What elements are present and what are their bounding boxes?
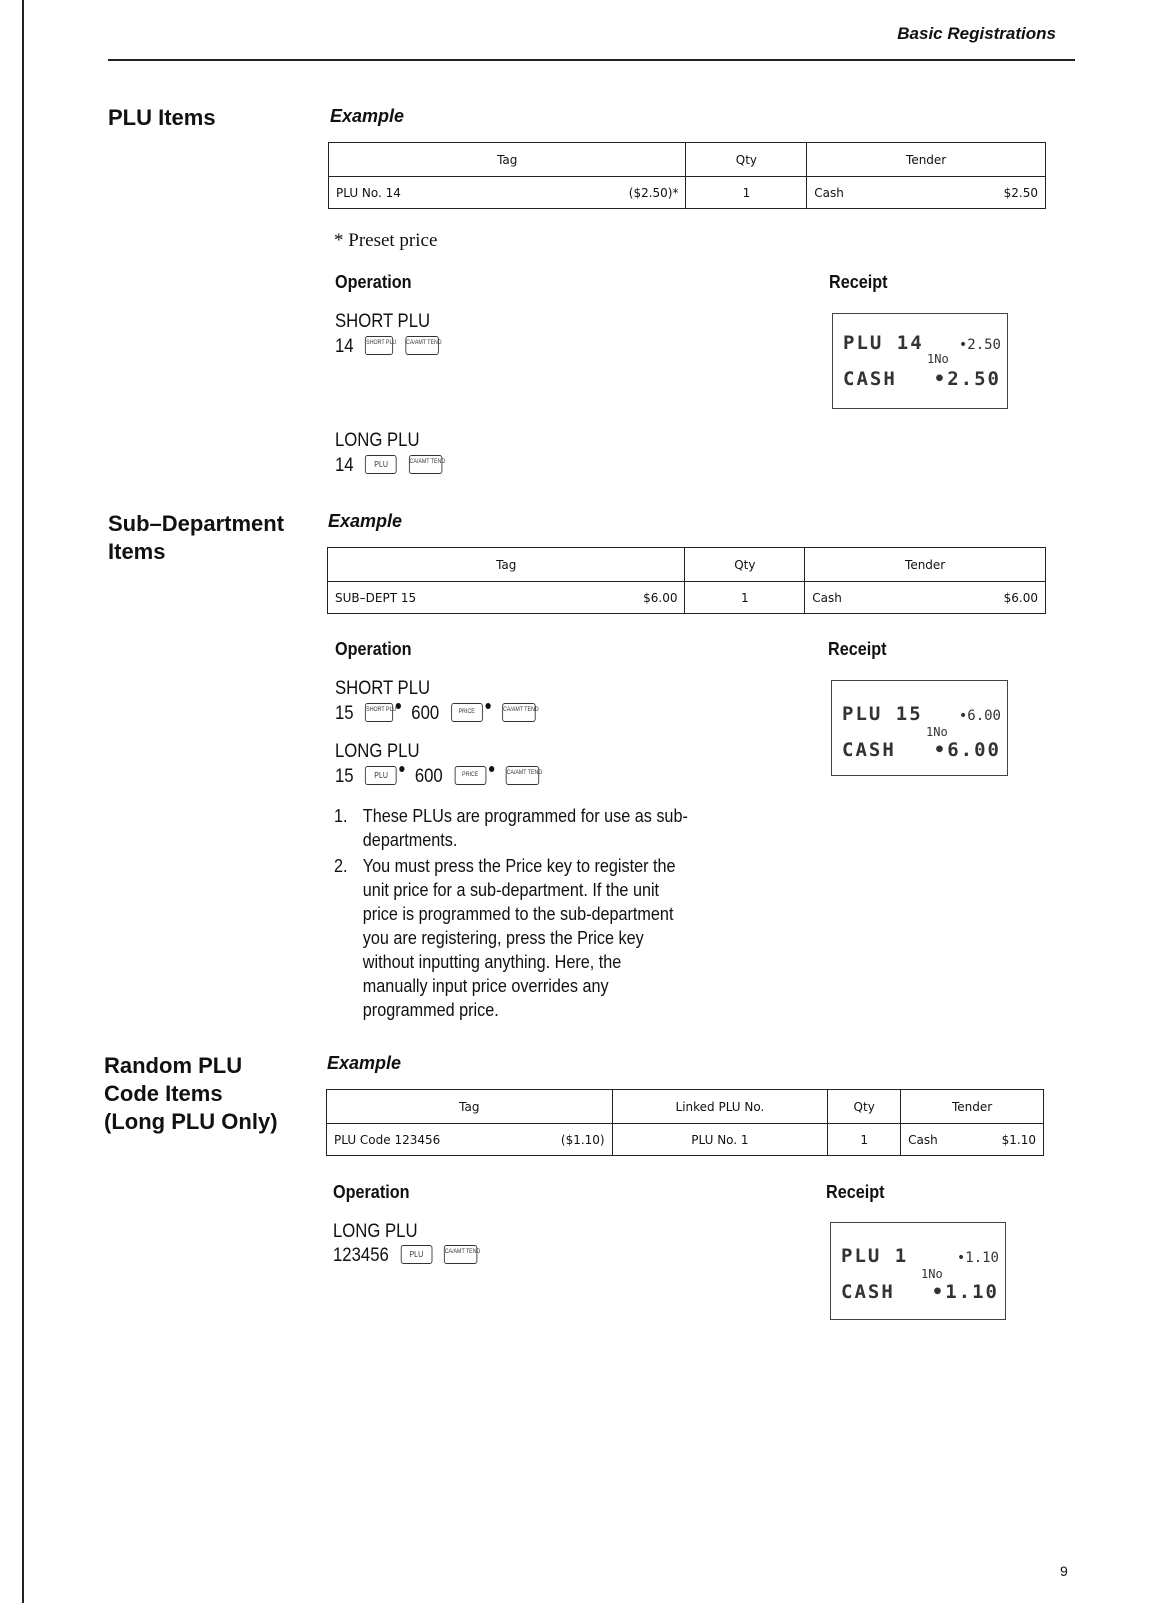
bullet-icon (400, 766, 405, 772)
receipt-item-value: •1.10 (956, 1250, 999, 1266)
plu-key-icon: PLU (400, 1245, 432, 1264)
receipt-tender-name: CASH (841, 1281, 895, 1303)
table-row (328, 582, 1046, 614)
tag-value: ($2.50)* (628, 185, 679, 200)
receipt-qty: 1No (927, 352, 949, 366)
qty-value: 1 (685, 582, 805, 614)
short-plu-sequence (335, 336, 442, 358)
receipt-printout (831, 680, 1008, 776)
table-header-tender: Tender (805, 548, 1046, 582)
receipt-tender-value: •6.00 (933, 739, 1001, 761)
section-heading-random-plu: Random PLU Code Items (Long PLU Only) (104, 1053, 278, 1134)
receipt-tender-name: CASH (842, 739, 896, 761)
plu-key-icon: PLU (365, 766, 397, 785)
example-label: Example (328, 511, 403, 531)
table-header-qty: Qty (828, 1090, 901, 1124)
receipt-qty: 1No (921, 1267, 943, 1281)
tag-value: ($1.10) (560, 1132, 605, 1147)
operation-title: Operation (335, 272, 412, 292)
receipt-title: Receipt (828, 639, 887, 659)
bullet-icon (396, 703, 401, 709)
receipt-title: Receipt (826, 1182, 885, 1202)
page-header-title: Basic Registrations (897, 24, 1056, 43)
receipt-tender-name: CASH (843, 368, 897, 390)
short-plu-label: SHORT PLU (335, 311, 431, 332)
plu-code: 15 (335, 703, 354, 724)
table-header-tag: Tag (497, 152, 518, 167)
long-plu-label: LONG PLU (335, 430, 420, 451)
operation-title: Operation (335, 639, 412, 659)
long-plu-sequence (333, 1245, 481, 1267)
cash-tend-key-icon: CA/AMT TEND (409, 455, 442, 474)
receipt-title: Receipt (829, 272, 888, 292)
long-plu-label: LONG PLU (333, 1221, 418, 1242)
short-plu-label: SHORT PLU (335, 678, 431, 699)
receipt-item-name: PLU 1 (841, 1245, 909, 1267)
plu-code: 123456 (333, 1245, 389, 1266)
receipt-item-value: •2.50 (958, 337, 1001, 353)
tender-name: Cash (908, 1132, 938, 1147)
short-plu-key-icon: SHORT PLU (365, 336, 393, 355)
table-header-linked-plu: Linked PLU No. (612, 1090, 828, 1124)
table-row (327, 1124, 1044, 1156)
receipt-item-name: PLU 15 (842, 703, 923, 725)
plu-code: 14 (335, 336, 354, 357)
sub-department-notes (334, 804, 690, 1024)
tender-value: $1.10 (1001, 1132, 1036, 1147)
table-header-qty: Qty (686, 143, 807, 177)
example-label: Example (327, 1053, 402, 1073)
bullet-icon (485, 703, 490, 709)
plu-code: 15 (335, 766, 354, 787)
long-plu-label: LONG PLU (335, 741, 420, 762)
price-value: 600 (411, 703, 440, 724)
qty-value: 1 (828, 1124, 901, 1156)
qty-value: 1 (686, 177, 807, 209)
cash-tend-key-icon: CA/AMT TEND (506, 766, 539, 785)
cash-tend-key-icon: CA/AMT TEND (502, 703, 535, 722)
section-heading-sub-department: Sub–Department Items (108, 511, 285, 564)
short-plu-sequence (335, 703, 539, 725)
tag-name: SUB–DEPT 15 (335, 590, 417, 605)
table-header-qty: Qty (685, 548, 805, 582)
operation-title: Operation (333, 1182, 410, 1202)
tag-name: PLU No. 14 (336, 185, 401, 200)
bullet-icon (489, 766, 494, 772)
table-header-tender: Tender (807, 143, 1046, 177)
list-item: 1. These PLUs are programmed for use as sub-departments. (334, 806, 688, 850)
page-binding-line (22, 0, 24, 1603)
receipt-qty: 1No (926, 725, 948, 739)
price-value: 600 (414, 766, 443, 787)
tender-name: Cash (814, 185, 844, 200)
tender-name: Cash (812, 590, 842, 605)
example-label: Example (330, 106, 405, 126)
short-plu-key-icon: SHORT PLU (365, 703, 393, 722)
linked-plu-value: PLU No. 1 (612, 1124, 828, 1156)
cash-tend-key-icon: CA/AMT TEND (405, 336, 438, 355)
plu-key-icon: PLU (365, 455, 397, 474)
tender-value: $2.50 (1003, 185, 1038, 200)
page-number: 9 (1060, 1563, 1068, 1579)
tag-name: PLU Code 123456 (334, 1132, 441, 1147)
receipt-item-value: •6.00 (958, 708, 1001, 724)
table-row (329, 177, 1046, 209)
example-table-plu (328, 142, 1046, 209)
long-plu-sequence (335, 766, 543, 788)
preset-price-note: * Preset price (334, 230, 438, 251)
cash-tend-key-icon: CA/AMT TEND (444, 1245, 477, 1264)
table-header-tag: Tag (459, 1099, 480, 1114)
receipt-tender-value: •1.10 (931, 1281, 999, 1303)
section-heading-plu-items: PLU Items (108, 105, 216, 130)
receipt-printout (830, 1222, 1006, 1320)
list-item: 2. You must press the Price key to register the unit price for a sub-department. If the unit price is programmed to the sub-department you are registering, press the Price key without inputting anything. Here, the manually input price overrides any programmed price. (334, 856, 676, 1020)
plu-code: 14 (335, 455, 354, 476)
tender-value: $6.00 (1003, 590, 1038, 605)
example-table-sub-department (327, 547, 1046, 614)
receipt-tender-value: •2.50 (933, 368, 1001, 390)
price-key-icon: PRICE (454, 766, 486, 785)
example-table-random-plu (326, 1089, 1044, 1156)
receipt-printout (832, 313, 1008, 409)
tag-value: $6.00 (643, 590, 678, 605)
price-key-icon: PRICE (451, 703, 483, 722)
table-header-tender: Tender (901, 1090, 1044, 1124)
long-plu-sequence (335, 455, 446, 477)
header-rule (108, 59, 1075, 61)
table-header-tag: Tag (496, 557, 517, 572)
receipt-item-name: PLU 14 (843, 332, 924, 354)
